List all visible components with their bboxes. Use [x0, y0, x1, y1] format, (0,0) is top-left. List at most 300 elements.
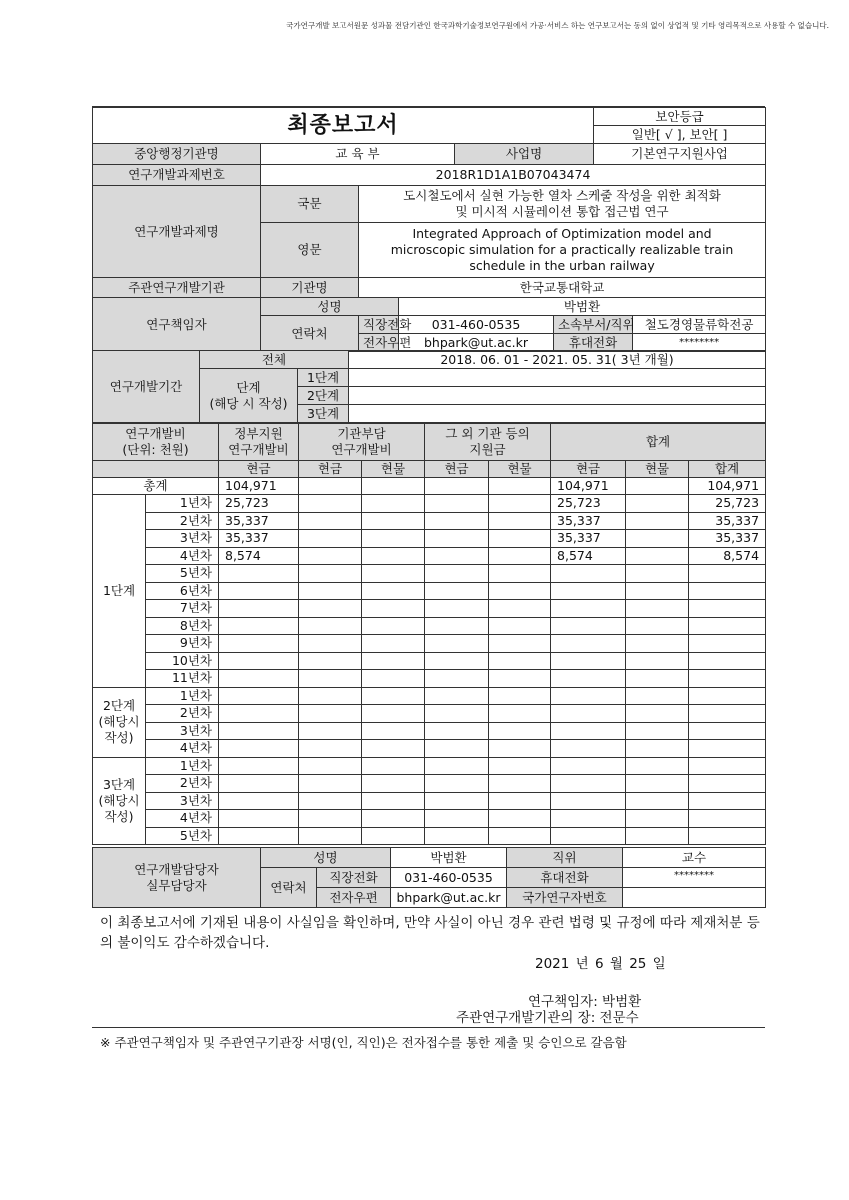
budget-label-1: 연구개발비 [125, 426, 186, 441]
manager-position: 교수 [623, 848, 766, 868]
budget-other-kind [489, 547, 551, 565]
budget-inst-cash [299, 530, 362, 548]
budget-sum-kind [626, 652, 689, 670]
budget-sum-cash: 8,574 [551, 547, 626, 565]
budget-other-cash [425, 722, 489, 740]
budget-other-kind [489, 600, 551, 618]
period-s2-label: 2단계 [298, 387, 349, 405]
budget-sum-kind [626, 617, 689, 635]
budget-other-kind [489, 792, 551, 810]
period-table [92, 350, 766, 423]
budget-sum-cash [551, 652, 626, 670]
budget-label [93, 424, 219, 461]
budget-row [93, 705, 766, 723]
budget-inst-kind [362, 792, 425, 810]
budget-sum-total [689, 565, 766, 583]
budget-inst-cash [299, 495, 362, 513]
budget-inst-kind [362, 670, 425, 688]
report-date: 2021 년 6 월 25 일 [535, 956, 666, 972]
pi-dept: 철도경영물류학전공 [633, 316, 766, 334]
budget-sum-kind-header: 현물 [626, 461, 689, 478]
manager-email: bhpark@ut.ac.kr [391, 888, 507, 908]
budget-gov-cash [219, 565, 299, 583]
budget-row [93, 600, 766, 618]
budget-other-kind [489, 705, 551, 723]
budget-gov-cash: 35,337 [219, 512, 299, 530]
manager-mobile: ******** [623, 868, 766, 888]
project-no-label: 연구개발과제번호 [93, 165, 261, 186]
budget-gov-cash [219, 827, 299, 845]
pi-phone: 031-460-0535 [399, 316, 554, 334]
budget-row [93, 722, 766, 740]
budget-grand-total: 104,971 [689, 478, 766, 495]
budget-other-kind [489, 512, 551, 530]
budget-stage2-label-line3: 작성) [104, 730, 134, 745]
project-name-en-line2: microscopic simulation for a practically realizable train [390, 242, 734, 257]
budget-row [93, 827, 766, 845]
period-total: 2018. 06. 01 - 2021. 05. 31( 3년 개월) [349, 351, 766, 369]
budget-year-label: 1년차 [146, 687, 219, 705]
budget-row [93, 530, 766, 548]
budget-other-cash [425, 547, 489, 565]
budget-gov-cash [219, 775, 299, 793]
budget-inst-cash-header: 현금 [299, 461, 362, 478]
budget-sum-cash [551, 827, 626, 845]
budget-sum-kind [626, 635, 689, 653]
budget-gov-cash: 35,337 [219, 530, 299, 548]
project-name-label: 연구개발과제명 [93, 186, 261, 278]
budget-sum-cash: 25,723 [551, 495, 626, 513]
budget-sum-kind [626, 495, 689, 513]
budget-stage3-label-line1: 3단계 [102, 776, 136, 792]
ministry-label: 중앙행정기관명 [93, 144, 261, 165]
project-name-en [359, 223, 766, 278]
budget-row [93, 757, 766, 775]
budget-inst-cash [299, 810, 362, 828]
budget-other-kind [489, 810, 551, 828]
pi-email: bhpark@ut.ac.kr [399, 334, 554, 352]
budget-other-cash [425, 740, 489, 758]
budget-inst-kind-header: 현물 [362, 461, 425, 478]
budget-inst-kind [362, 582, 425, 600]
org-name-label: 기관명 [261, 278, 359, 298]
budget-inst-cash [299, 565, 362, 583]
budget-other-cash [425, 600, 489, 618]
budget-inst-kind [362, 722, 425, 740]
budget-other-cash [425, 775, 489, 793]
period-total-label: 전체 [200, 351, 349, 369]
manager-contact-label: 연락처 [261, 868, 317, 908]
budget-other-cash [425, 582, 489, 600]
budget-gov-cash: 25,723 [219, 495, 299, 513]
budget-inst-cash [299, 722, 362, 740]
budget-table [92, 423, 766, 845]
copyright-notice: 국가연구개발 보고서원문 성과물 전담기관인 한국과학기술정보연구원에서 가공·서비스 하는 연구보고서는 동의 없이 상업적 및 기타 영리목적으로 사용할 수 없습니다. [286, 21, 829, 30]
pi-signature: 연구책임자: 박범환 [528, 994, 642, 1010]
ministry-value: 교 육 부 [261, 144, 455, 165]
budget-inst-cash [299, 512, 362, 530]
budget-row [93, 652, 766, 670]
budget-inst-kind [362, 740, 425, 758]
pi-name: 박범환 [399, 298, 766, 316]
budget-inst-kind [362, 565, 425, 583]
budget-other-header [425, 424, 551, 461]
budget-stage3-label [93, 757, 146, 845]
budget-sum-cash [551, 705, 626, 723]
period-s3-label: 3단계 [298, 405, 349, 423]
budget-gov-cash [219, 635, 299, 653]
budget-sum-kind [626, 582, 689, 600]
budget-other-kind [489, 687, 551, 705]
budget-row [93, 547, 766, 565]
budget-sum-total: 8,574 [689, 547, 766, 565]
budget-other-kind [489, 565, 551, 583]
manager-label [93, 848, 261, 908]
budget-other-cash [425, 827, 489, 845]
budget-sum-total [689, 582, 766, 600]
budget-gov-cash [219, 600, 299, 618]
report-info-table [92, 107, 766, 352]
budget-inst-cash [299, 687, 362, 705]
budget-inst-kind [362, 810, 425, 828]
budget-sum-cash [551, 775, 626, 793]
pi-email-label: 전자우편 [359, 334, 399, 352]
budget-row [93, 687, 766, 705]
budget-other-cash [425, 530, 489, 548]
head-signature: 주관연구개발기관의 장: 전문수 [456, 1010, 639, 1026]
budget-sum-cash [551, 792, 626, 810]
pi-mobile: ******** [633, 334, 766, 352]
budget-sum-total [689, 687, 766, 705]
pi-contact-label: 연락처 [261, 316, 359, 352]
budget-row [93, 617, 766, 635]
budget-other-kind [489, 495, 551, 513]
budget-other-kind-header: 현물 [489, 461, 551, 478]
budget-gov-header [219, 424, 299, 461]
budget-other-cash [425, 617, 489, 635]
budget-gov-cash [219, 810, 299, 828]
budget-sum-total: 25,723 [689, 495, 766, 513]
budget-row [93, 495, 766, 513]
budget-gov-cash [219, 705, 299, 723]
report-title: 최종보고서 [93, 108, 594, 144]
budget-sum-cash [551, 565, 626, 583]
project-name-kr [359, 186, 766, 223]
budget-grand-other-cash [425, 478, 489, 495]
budget-inst-cash [299, 582, 362, 600]
project-name-en-line1: Integrated Approach of Optimization model and [412, 226, 712, 241]
budget-other-header-2: 지원금 [469, 442, 506, 457]
project-name-en-line3: schedule in the urban railway [469, 258, 655, 273]
budget-sum-total [689, 617, 766, 635]
period-s1-label: 1단계 [298, 369, 349, 387]
period-s1[interactable] [349, 369, 766, 387]
budget-sum-kind [626, 705, 689, 723]
budget-year-label: 3년차 [146, 530, 219, 548]
pi-phone-label: 직장전화 [359, 316, 399, 334]
budget-grand-inst-kind [362, 478, 425, 495]
budget-other-cash [425, 687, 489, 705]
budget-year-label: 3년차 [146, 722, 219, 740]
budget-other-cash [425, 652, 489, 670]
budget-inst-kind [362, 687, 425, 705]
manager-mobile-label: 휴대전화 [507, 868, 623, 888]
budget-year-label: 6년차 [146, 582, 219, 600]
budget-other-kind [489, 617, 551, 635]
budget-sum-header: 합계 [551, 424, 766, 461]
budget-year-label: 1년차 [146, 495, 219, 513]
manager-name-label: 성명 [261, 848, 391, 868]
budget-grand-label: 총계 [93, 478, 219, 495]
pi-dept-label: 소속부서/직위 [554, 316, 633, 334]
budget-inst-cash [299, 547, 362, 565]
budget-gov-cash [219, 652, 299, 670]
project-no-value: 2018R1D1A1B07043474 [261, 165, 766, 186]
budget-other-kind [489, 635, 551, 653]
program-value: 기본연구지원사업 [594, 144, 766, 165]
budget-other-kind [489, 530, 551, 548]
budget-stage3-label-line2: (해당시 [98, 792, 140, 808]
budget-year-label: 2년차 [146, 512, 219, 530]
budget-stage1-label-line1: 1단계 [102, 582, 136, 598]
budget-inst-cash [299, 775, 362, 793]
budget-stage2-label-line1: 2단계 [102, 698, 136, 713]
manager-email-label: 전자우편 [317, 888, 391, 908]
budget-sum-kind [626, 792, 689, 810]
budget-sum-kind [626, 757, 689, 775]
budget-stage3-label-line3: 작성) [104, 808, 134, 824]
budget-other-cash [425, 565, 489, 583]
budget-sum-total: 35,337 [689, 530, 766, 548]
budget-year-label: 7년차 [146, 600, 219, 618]
budget-other-header-1: 그 외 기관 등의 [445, 426, 530, 441]
budget-year-label: 4년차 [146, 740, 219, 758]
manager-phone-label: 직장전화 [317, 868, 391, 888]
budget-gov-cash [219, 687, 299, 705]
budget-year-label: 4년차 [146, 810, 219, 828]
budget-other-kind [489, 740, 551, 758]
budget-sum-cash [551, 635, 626, 653]
budget-sum-total [689, 792, 766, 810]
budget-sum-cash [551, 617, 626, 635]
budget-other-kind [489, 670, 551, 688]
period-stage-label-2: (해당 시 작성) [209, 395, 288, 411]
project-name-kr-line2: 및 미시적 시뮬레이션 통합 접근법 연구 [455, 204, 669, 219]
budget-sum-total-header: 합계 [689, 461, 766, 478]
period-label: 연구개발기간 [93, 351, 200, 423]
budget-sum-cash [551, 810, 626, 828]
budget-inst-kind [362, 827, 425, 845]
budget-grand-gov: 104,971 [219, 478, 299, 495]
budget-row [93, 740, 766, 758]
budget-other-cash-header: 현금 [425, 461, 489, 478]
budget-sum-cash [551, 757, 626, 775]
budget-year-label: 9년차 [146, 635, 219, 653]
org-label: 주관연구개발기관 [93, 278, 261, 298]
manager-natid-label: 국가연구자번호 [507, 888, 623, 908]
budget-inst-cash [299, 600, 362, 618]
budget-gov-header-1: 정부지원 [234, 426, 283, 441]
budget-grand-inst-cash [299, 478, 362, 495]
budget-gov-cash [219, 582, 299, 600]
budget-sum-cash [551, 740, 626, 758]
budget-gov-cash [219, 617, 299, 635]
pi-name-label: 성명 [261, 298, 399, 316]
budget-sum-total [689, 775, 766, 793]
budget-inst-kind [362, 512, 425, 530]
budget-inst-cash [299, 827, 362, 845]
budget-sum-total [689, 652, 766, 670]
period-stage-label-1: 단계 [236, 379, 261, 395]
budget-year-label: 3년차 [146, 792, 219, 810]
budget-inst-cash [299, 740, 362, 758]
manager-label-1: 연구개발담당자 [134, 861, 219, 877]
budget-year-label: 5년차 [146, 827, 219, 845]
budget-gov-cash: 8,574 [219, 547, 299, 565]
budget-other-kind [489, 775, 551, 793]
budget-sum-kind [626, 670, 689, 688]
budget-row [93, 582, 766, 600]
budget-subhead-blank [93, 461, 219, 478]
budget-inst-cash [299, 705, 362, 723]
budget-inst-header-2: 연구개발비 [331, 442, 392, 457]
budget-other-kind [489, 722, 551, 740]
budget-row [93, 512, 766, 530]
period-stage-label [200, 369, 298, 423]
manager-phone: 031-460-0535 [391, 868, 507, 888]
period-s2[interactable] [349, 387, 766, 405]
budget-sum-total [689, 705, 766, 723]
pi-label: 연구책임자 [93, 298, 261, 352]
budget-year-label: 1년차 [146, 757, 219, 775]
budget-sum-kind [626, 810, 689, 828]
budget-other-cash [425, 705, 489, 723]
budget-gov-header-2: 연구개발비 [228, 442, 289, 457]
budget-sum-total [689, 740, 766, 758]
budget-sum-total [689, 600, 766, 618]
budget-inst-kind [362, 775, 425, 793]
manager-table [92, 847, 766, 908]
budget-other-cash [425, 670, 489, 688]
budget-sum-kind [626, 600, 689, 618]
budget-sum-kind [626, 827, 689, 845]
budget-sum-kind [626, 722, 689, 740]
budget-gov-cash [219, 670, 299, 688]
period-s3[interactable] [349, 405, 766, 423]
budget-year-label: 10년차 [146, 652, 219, 670]
budget-inst-kind [362, 530, 425, 548]
org-value: 한국교통대학교 [359, 278, 766, 298]
budget-sum-cash [551, 582, 626, 600]
budget-sum-kind [626, 512, 689, 530]
budget-row [93, 792, 766, 810]
budget-inst-cash [299, 617, 362, 635]
budget-inst-kind [362, 705, 425, 723]
budget-other-cash [425, 792, 489, 810]
budget-sum-total [689, 810, 766, 828]
budget-inst-cash [299, 757, 362, 775]
budget-year-label: 11년차 [146, 670, 219, 688]
budget-stage1-label [93, 495, 146, 688]
budget-gov-cash [219, 740, 299, 758]
project-name-kr-line1: 도시철도에서 실현 가능한 열차 스케줄 작성을 위한 최적화 [403, 188, 721, 203]
project-name-en-label: 영문 [261, 223, 359, 278]
budget-sum-kind [626, 547, 689, 565]
declaration-text: 이 최종보고서에 기재된 내용이 사실임을 확인하며, 만약 사실이 아닌 경우 관련 법령 및 규정에 따라 제재처분 등의 불이익도 감수하겠습니다. [100, 915, 760, 951]
budget-sum-cash-header: 현금 [551, 461, 626, 478]
budget-sum-cash [551, 722, 626, 740]
budget-other-kind [489, 652, 551, 670]
budget-grand-sum-cash: 104,971 [551, 478, 626, 495]
budget-sum-total [689, 827, 766, 845]
security-label: 보안등급 [594, 108, 766, 126]
budget-inst-cash [299, 635, 362, 653]
budget-inst-kind [362, 617, 425, 635]
budget-inst-kind [362, 600, 425, 618]
budget-inst-kind [362, 652, 425, 670]
budget-other-kind [489, 827, 551, 845]
budget-year-label: 5년차 [146, 565, 219, 583]
budget-sum-total [689, 757, 766, 775]
budget-label-2: (단위: 천원) [122, 442, 189, 457]
budget-sum-kind [626, 530, 689, 548]
program-label: 사업명 [455, 144, 594, 165]
budget-sum-kind [626, 565, 689, 583]
budget-stage2-label-line2: (해당시 [98, 714, 140, 729]
budget-other-kind [489, 757, 551, 775]
budget-sum-kind [626, 687, 689, 705]
budget-year-label: 4년차 [146, 547, 219, 565]
manager-label-2: 실무담당자 [146, 877, 207, 893]
budget-other-cash [425, 512, 489, 530]
budget-inst-kind [362, 495, 425, 513]
security-value[interactable]: 일반[ √ ], 보안[ ] [594, 126, 766, 144]
pi-mobile-label: 휴대전화 [554, 334, 633, 352]
budget-row [93, 635, 766, 653]
budget-row [93, 565, 766, 583]
budget-sum-cash [551, 670, 626, 688]
budget-row [93, 670, 766, 688]
budget-other-kind [489, 582, 551, 600]
budget-year-label: 2년차 [146, 705, 219, 723]
manager-position-label: 직위 [507, 848, 623, 868]
budget-sum-cash [551, 687, 626, 705]
budget-row [93, 775, 766, 793]
budget-year-label: 8년차 [146, 617, 219, 635]
budget-gov-cash-header: 현금 [219, 461, 299, 478]
budget-inst-kind [362, 547, 425, 565]
budget-sum-cash: 35,337 [551, 530, 626, 548]
budget-sum-total [689, 670, 766, 688]
manager-natid [623, 888, 766, 908]
budget-sum-cash [551, 600, 626, 618]
budget-inst-kind [362, 757, 425, 775]
budget-sum-cash: 35,337 [551, 512, 626, 530]
budget-gov-cash [219, 792, 299, 810]
budget-inst-cash [299, 670, 362, 688]
manager-name: 박범환 [391, 848, 507, 868]
budget-sum-total [689, 635, 766, 653]
budget-sum-total [689, 722, 766, 740]
budget-gov-cash [219, 757, 299, 775]
budget-gov-cash [219, 722, 299, 740]
footer-rule [92, 1027, 765, 1028]
budget-sum-kind [626, 775, 689, 793]
budget-row [93, 810, 766, 828]
budget-stage2-label [93, 687, 146, 757]
budget-inst-header [299, 424, 425, 461]
footnote: ※ 주관연구책임자 및 주관연구기관장 서명(인, 직인)은 전자접수를 통한 제출 및 승인으로 갈음함 [100, 1035, 627, 1050]
